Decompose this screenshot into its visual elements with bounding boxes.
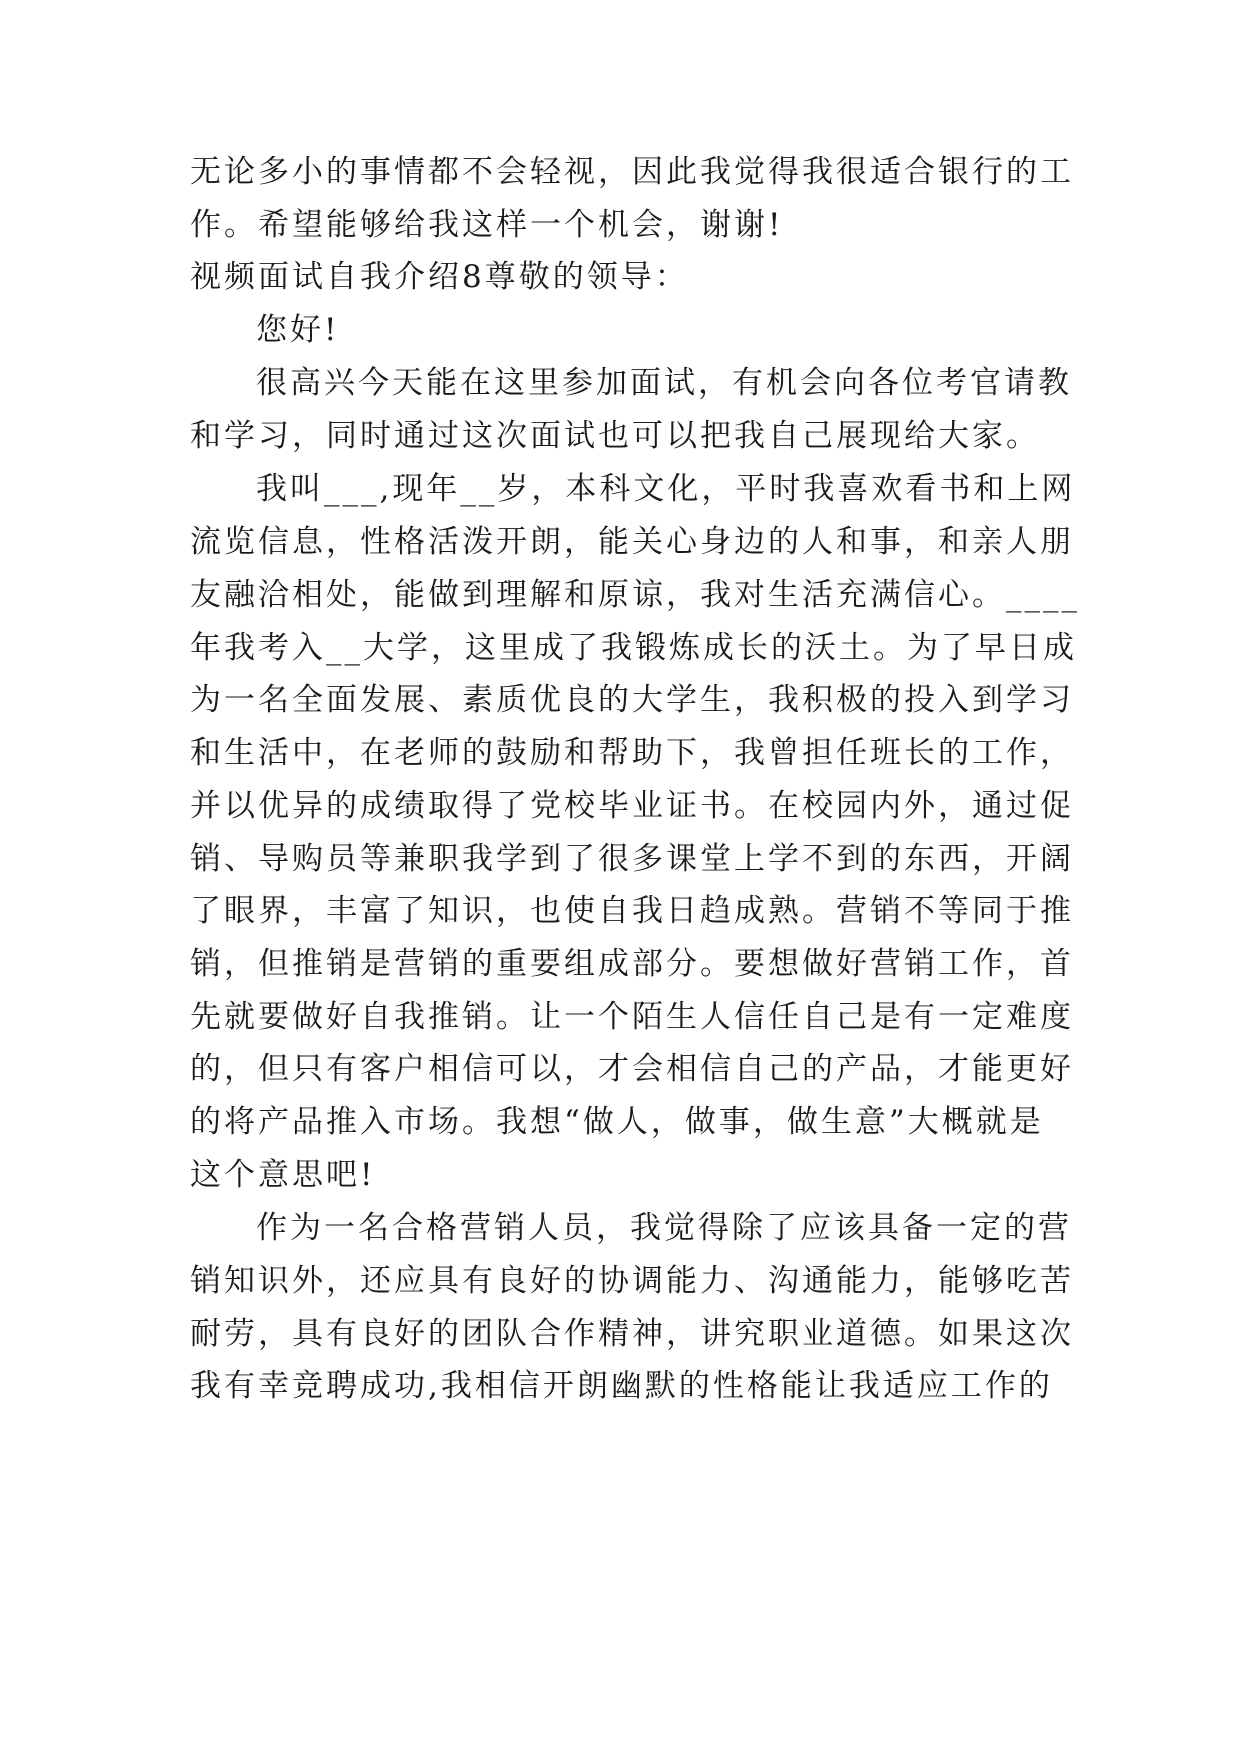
text-line: 销知识外，还应具有良好的协调能力、沟通能力，能够吃苦 — [190, 1263, 1074, 1299]
text-line: 作。希望能够给我这样一个机会，谢谢! — [190, 207, 784, 243]
text-line: 我有幸竞聘成功,我相信开朗幽默的性格能让我适应工作的 — [190, 1368, 1053, 1404]
text-line: 耐劳，具有良好的团队合作精神，讲究职业道德。如果这次 — [190, 1316, 1074, 1352]
text-line: 销，但推销是营销的重要组成部分。要想做好营销工作，首 — [190, 946, 1074, 982]
text-line: 的，但只有客户相信可以，才会相信自己的产品，才能更好 — [190, 1051, 1074, 1087]
text-line: 和生活中，在老师的鼓励和帮助下，我曾担任班长的工作， — [190, 735, 1074, 771]
text-line: 先就要做好自我推销。让一个陌生人信任自己是有一定难度 — [190, 999, 1074, 1035]
text-line: 年我考入__大学，这里成了我锻炼成长的沃土。为了早日成 — [190, 630, 1077, 666]
text-line: 流览信息，性格活泼开朗，能关心身边的人和事，和亲人朋 — [190, 524, 1074, 560]
text-line: 的将产品推入市场。我想“做人，做事，做生意”大概就是 — [190, 1104, 1044, 1140]
text-line: 无论多小的事情都不会轻视，因此我觉得我很适合银行的工 — [190, 154, 1074, 190]
text-line: 我叫___,现年__岁，本科文化，平时我喜欢看书和上网 — [256, 471, 1076, 507]
text-line: 了眼界，丰富了知识，也使自我日趋成熟。营销不等同于推 — [190, 893, 1074, 929]
text-line: 为一名全面发展、素质优良的大学生，我积极的投入到学习 — [190, 682, 1074, 718]
text-line: 并以优异的成绩取得了党校毕业证书。在校园内外，通过促 — [190, 788, 1074, 824]
text-line: 这个意思吧! — [190, 1157, 376, 1193]
text-line: 和学习，同时通过这次面试也可以把我自己展现给大家。 — [190, 418, 1040, 454]
text-line: 友融洽相处，能做到理解和原谅，我对生活充满信心。____ — [190, 577, 1080, 613]
text-line: 销、导购员等兼职我学到了很多课堂上学不到的东西，开阔 — [190, 841, 1074, 877]
text-line: 作为一名合格营销人员，我觉得除了应该具备一定的营 — [256, 1210, 1072, 1246]
text-line: 很高兴今天能在这里参加面试，有机会向各位考官请教 — [256, 365, 1072, 401]
section-heading: 视频面试自我介绍8尊敬的领导： — [190, 259, 689, 295]
greeting-line: 您好! — [256, 312, 340, 348]
